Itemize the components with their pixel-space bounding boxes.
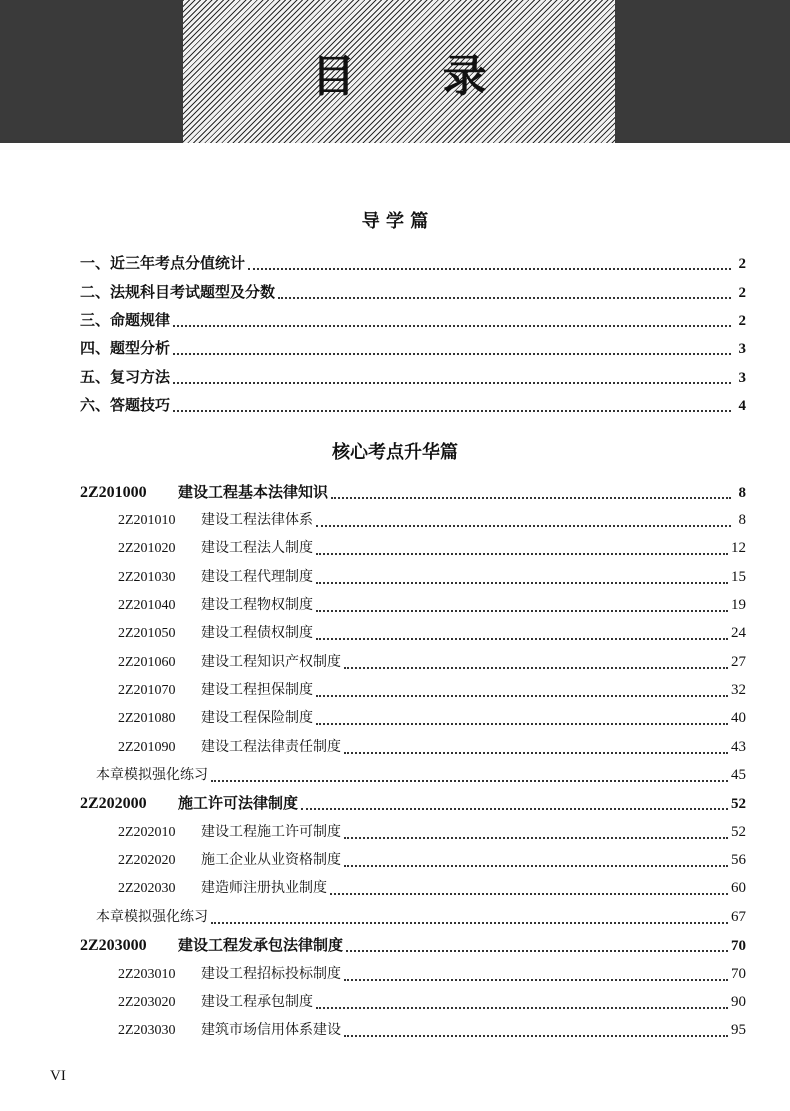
dot-leader bbox=[316, 610, 728, 612]
toc-code: 2Z201090 bbox=[118, 740, 176, 755]
toc-title: 施工许可法律制度 bbox=[178, 794, 299, 812]
toc-title: 建设工程担保制度 bbox=[201, 682, 313, 698]
dot-leader bbox=[316, 695, 728, 697]
dot-leader bbox=[316, 638, 728, 640]
toc-entry-page: 4 bbox=[738, 398, 746, 414]
dot-leader bbox=[316, 553, 728, 555]
toc-entry[interactable] bbox=[80, 252, 746, 276]
toc-practice[interactable] bbox=[96, 906, 746, 930]
toc-page: 70 bbox=[731, 966, 746, 982]
toc-entry-label: 一、近三年考点分值统计 bbox=[80, 254, 246, 272]
toc-subsection[interactable] bbox=[118, 963, 746, 987]
toc-subsection[interactable] bbox=[118, 594, 746, 618]
toc-entry-label: 三、命题规律 bbox=[80, 311, 171, 329]
toc-title: 建设工程承包制度 bbox=[201, 994, 313, 1010]
core-section-title: 核心考点升华篇 bbox=[332, 442, 458, 463]
toc-subsection[interactable] bbox=[118, 821, 746, 845]
toc-page: 8 bbox=[738, 512, 746, 528]
dot-leader bbox=[316, 582, 728, 584]
toc-subsection[interactable] bbox=[118, 651, 746, 675]
toc-title: 建设工程招标投标制度 bbox=[201, 966, 341, 982]
toc-title: 建造师注册执业制度 bbox=[201, 880, 327, 896]
dot-leader bbox=[344, 752, 728, 754]
toc-page: 52 bbox=[731, 824, 746, 840]
dot-leader bbox=[344, 667, 728, 669]
toc-entry-label: 六、答题技巧 bbox=[80, 396, 171, 414]
toc-page: 56 bbox=[731, 852, 746, 868]
toc-title: 本章模拟强化练习 bbox=[96, 767, 208, 783]
dot-leader bbox=[301, 808, 728, 810]
toc-entry-label: 二、法规科目考试题型及分数 bbox=[80, 283, 276, 301]
toc-subsection[interactable] bbox=[118, 707, 746, 731]
dot-leader bbox=[331, 497, 731, 499]
toc-subsection[interactable] bbox=[118, 991, 746, 1015]
toc-subsection[interactable] bbox=[118, 622, 746, 646]
dot-leader bbox=[344, 1035, 728, 1037]
toc-title: 建设工程知识产权制度 bbox=[201, 654, 341, 670]
toc-title: 本章模拟强化练习 bbox=[96, 909, 208, 925]
toc-title: 建设工程法律责任制度 bbox=[201, 739, 341, 755]
toc-code: 2Z203020 bbox=[118, 995, 176, 1010]
toc-code: 2Z202000 bbox=[80, 795, 147, 812]
toc-page: 43 bbox=[731, 739, 746, 755]
toc-code: 2Z201060 bbox=[118, 655, 176, 670]
toc-code: 2Z203030 bbox=[118, 1023, 176, 1038]
toc-subsection[interactable] bbox=[118, 537, 746, 561]
dot-leader bbox=[211, 922, 728, 924]
toc-code: 2Z201010 bbox=[118, 513, 176, 528]
dot-leader bbox=[344, 865, 728, 867]
toc-page: 95 bbox=[731, 1022, 746, 1038]
toc-title: 建筑市场信用体系建设 bbox=[201, 1022, 341, 1038]
toc-entry[interactable] bbox=[80, 309, 746, 333]
dot-leader bbox=[330, 893, 728, 895]
toc-subsection[interactable] bbox=[118, 679, 746, 703]
toc-code: 2Z202020 bbox=[118, 853, 176, 868]
dot-leader bbox=[173, 410, 731, 412]
page-folio: VI bbox=[50, 1068, 66, 1084]
toc-title: 建设工程保险制度 bbox=[201, 710, 313, 726]
toc-page: 70 bbox=[731, 938, 746, 954]
toc-entry-page: 2 bbox=[738, 313, 746, 329]
toc-subsection[interactable] bbox=[118, 509, 746, 533]
dot-leader bbox=[248, 268, 731, 270]
toc-chapter[interactable] bbox=[80, 934, 746, 958]
toc-subsection[interactable] bbox=[118, 736, 746, 760]
toc-page: 12 bbox=[731, 540, 746, 556]
toc-subsection[interactable] bbox=[118, 566, 746, 590]
header-hatch-panel bbox=[183, 0, 615, 143]
toc-page: 45 bbox=[731, 767, 746, 783]
toc-page: 40 bbox=[731, 710, 746, 726]
toc-code: 2Z201000 bbox=[80, 484, 147, 501]
toc-code: 2Z201070 bbox=[118, 683, 176, 698]
toc-chapter[interactable] bbox=[80, 481, 746, 505]
toc-title: 施工企业从业资格制度 bbox=[201, 852, 341, 868]
dot-leader bbox=[316, 723, 728, 725]
toc-entry[interactable] bbox=[80, 394, 746, 418]
toc-page: 52 bbox=[731, 796, 746, 812]
toc-code: 2Z202030 bbox=[118, 881, 176, 896]
toc-title: 建设工程债权制度 bbox=[201, 625, 313, 641]
toc-title: 建设工程施工许可制度 bbox=[201, 824, 341, 840]
toc-entry[interactable] bbox=[80, 281, 746, 305]
dot-leader bbox=[173, 382, 731, 384]
toc-page: 24 bbox=[731, 625, 746, 641]
toc-page: 19 bbox=[731, 597, 746, 613]
toc-subsection[interactable] bbox=[118, 1019, 746, 1043]
toc-page: 27 bbox=[731, 654, 746, 670]
dot-leader bbox=[344, 979, 728, 981]
toc-code: 2Z201040 bbox=[118, 598, 176, 613]
dot-leader bbox=[211, 780, 728, 782]
toc-code: 2Z203010 bbox=[118, 967, 176, 982]
toc-entry-label: 五、复习方法 bbox=[80, 368, 171, 386]
dot-leader bbox=[316, 525, 731, 527]
toc-title: 建设工程法人制度 bbox=[201, 540, 313, 556]
toc-entry-page: 3 bbox=[738, 341, 746, 357]
toc-subsection[interactable] bbox=[118, 877, 746, 901]
toc-title: 建设工程物权制度 bbox=[201, 597, 313, 613]
toc-code: 2Z201050 bbox=[118, 626, 176, 641]
toc-entry-page: 3 bbox=[738, 370, 746, 386]
toc-entry-label: 四、题型分析 bbox=[80, 339, 171, 357]
toc-title: 建设工程发承包法律制度 bbox=[178, 936, 344, 954]
toc-title: 建设工程基本法律知识 bbox=[178, 483, 329, 501]
toc-entry[interactable] bbox=[80, 366, 746, 390]
dot-leader bbox=[344, 837, 728, 839]
dot-leader bbox=[278, 297, 731, 299]
toc-page: 15 bbox=[731, 569, 746, 585]
toc-page: 60 bbox=[731, 880, 746, 896]
page-title: 目 录 bbox=[311, 50, 523, 102]
toc-page: 8 bbox=[738, 485, 746, 501]
toc-chapter[interactable] bbox=[80, 792, 746, 816]
toc-entry[interactable] bbox=[80, 337, 746, 361]
toc-entry-page: 2 bbox=[738, 256, 746, 272]
dot-leader bbox=[346, 950, 728, 952]
toc-code: 2Z201080 bbox=[118, 711, 176, 726]
toc-code: 2Z201020 bbox=[118, 541, 176, 556]
dot-leader bbox=[173, 353, 731, 355]
toc-entry-page: 2 bbox=[738, 285, 746, 301]
dot-leader bbox=[173, 325, 731, 327]
toc-practice[interactable] bbox=[96, 764, 746, 788]
header-band bbox=[0, 0, 790, 143]
toc-code: 2Z201030 bbox=[118, 570, 176, 585]
toc-code: 2Z203000 bbox=[80, 937, 147, 954]
guide-section-title: 导 学 篇 bbox=[361, 211, 429, 232]
toc-page: 67 bbox=[731, 909, 746, 925]
toc-code: 2Z202010 bbox=[118, 825, 176, 840]
toc-title: 建设工程法律体系 bbox=[201, 512, 313, 528]
dot-leader bbox=[316, 1007, 728, 1009]
toc-page: 90 bbox=[731, 994, 746, 1010]
toc-subsection[interactable] bbox=[118, 849, 746, 873]
toc-title: 建设工程代理制度 bbox=[201, 569, 313, 585]
toc-page: 32 bbox=[731, 682, 746, 698]
